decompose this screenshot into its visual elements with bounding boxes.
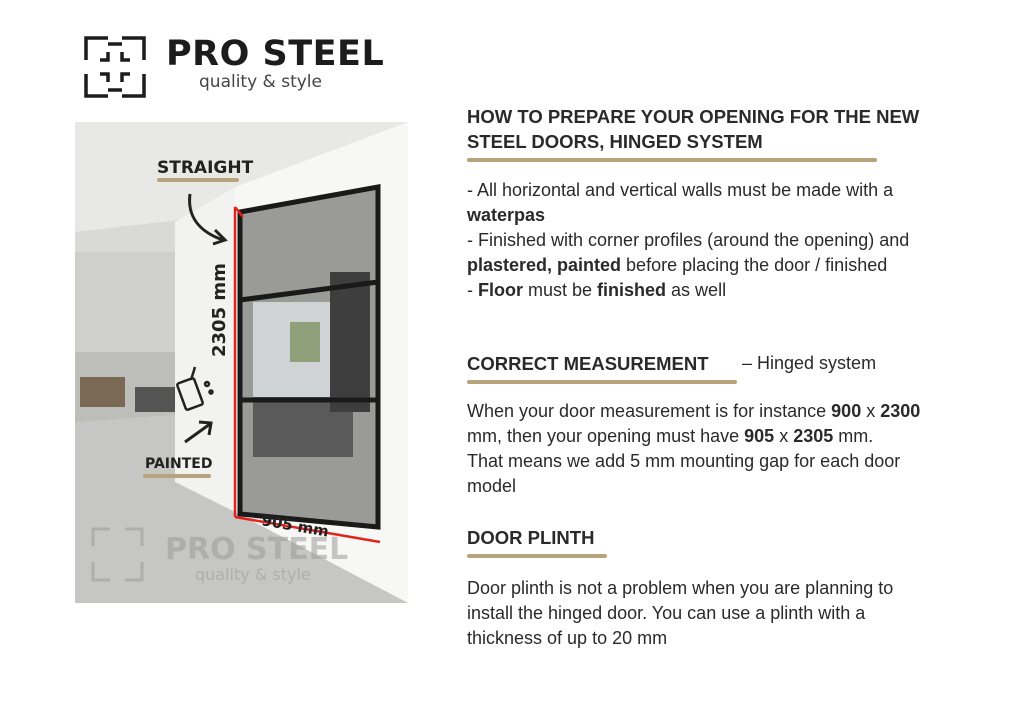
bullet-floor-bold1: Floor (478, 280, 523, 300)
section-title-prepare (467, 104, 919, 162)
title-line-1: HOW TO PREPARE YOUR OPENING FOR THE NEW (467, 106, 920, 127)
title-line-2: STEEL DOORS, HINGED SYSTEM (467, 131, 763, 152)
brand-name: PRO STEEL (166, 34, 385, 74)
label-width: 905 mm (260, 511, 331, 541)
bullet-floor (467, 278, 919, 303)
m-text-k: model (467, 476, 517, 496)
heading-underline (467, 554, 607, 558)
label-straight: STRAIGHT (157, 158, 254, 178)
plinth-line-1: Door plinth is not a problem when you are planning to (467, 578, 894, 598)
section-title-measurement (467, 351, 737, 384)
section-correct-measurement (467, 351, 920, 499)
watermark-brand: PRO STEEL (165, 532, 349, 567)
heading-underline (467, 158, 877, 162)
m-text-e: mm, then your opening must have (467, 426, 745, 446)
bullet-finished-bold: plastered, painted (467, 255, 622, 275)
measurement-title-text: CORRECT MEASUREMENT (467, 353, 709, 374)
pro-steel-logo-mark (82, 34, 148, 100)
bullet-walls-text: - All horizontal and vertical walls must be made with a (467, 180, 894, 200)
label-height: 2305 mm (209, 263, 230, 357)
m-text-c: x (861, 401, 881, 421)
m-text-i: mm. (833, 426, 874, 446)
m-text-j: That means we add 5 mm mounting gap for each door (467, 451, 901, 471)
bullet-finished-end: before placing the door / finished (621, 255, 888, 275)
plinth-line-2: install the hinged door. You can use a plinth with a (467, 603, 866, 623)
watermark-tagline: quality & style (195, 565, 311, 584)
section-door-plinth (467, 525, 893, 651)
bullet-floor-dash: - (467, 280, 478, 300)
plinth-paragraph (467, 576, 893, 651)
plinth-line-3: thickness of up to 20 mm (467, 628, 668, 648)
heading-underline (467, 380, 737, 384)
measurement-title-suffix: – Hinged system (737, 353, 877, 373)
label-painted: PAINTED (145, 456, 213, 472)
section-title-plinth (467, 525, 607, 558)
plinth-title-text: DOOR PLINTH (467, 527, 595, 548)
m-text-g: x (774, 426, 794, 446)
bullet-walls (467, 178, 919, 228)
bullet-floor-end: as well (666, 280, 727, 300)
bullet-finished (467, 228, 919, 278)
m-bold-b: 900 (831, 401, 862, 421)
section-prepare-opening (467, 104, 919, 303)
logo (82, 32, 385, 102)
m-bold-f: 905 (744, 426, 775, 446)
brand-tagline: quality & style (199, 72, 322, 92)
m-bold-d: 2300 (880, 401, 921, 421)
measurement-paragraph (467, 399, 920, 499)
m-bold-h: 2305 (793, 426, 834, 446)
bullet-finished-text: - Finished with corner profiles (around the opening) and (467, 230, 910, 250)
m-text-a: When your door measurement is for instance (467, 401, 832, 421)
door-opening-photo (75, 122, 408, 603)
bullet-walls-bold: waterpas (467, 205, 546, 225)
bullet-floor-mid: must be (523, 280, 598, 300)
bullet-floor-bold2: finished (597, 280, 667, 300)
